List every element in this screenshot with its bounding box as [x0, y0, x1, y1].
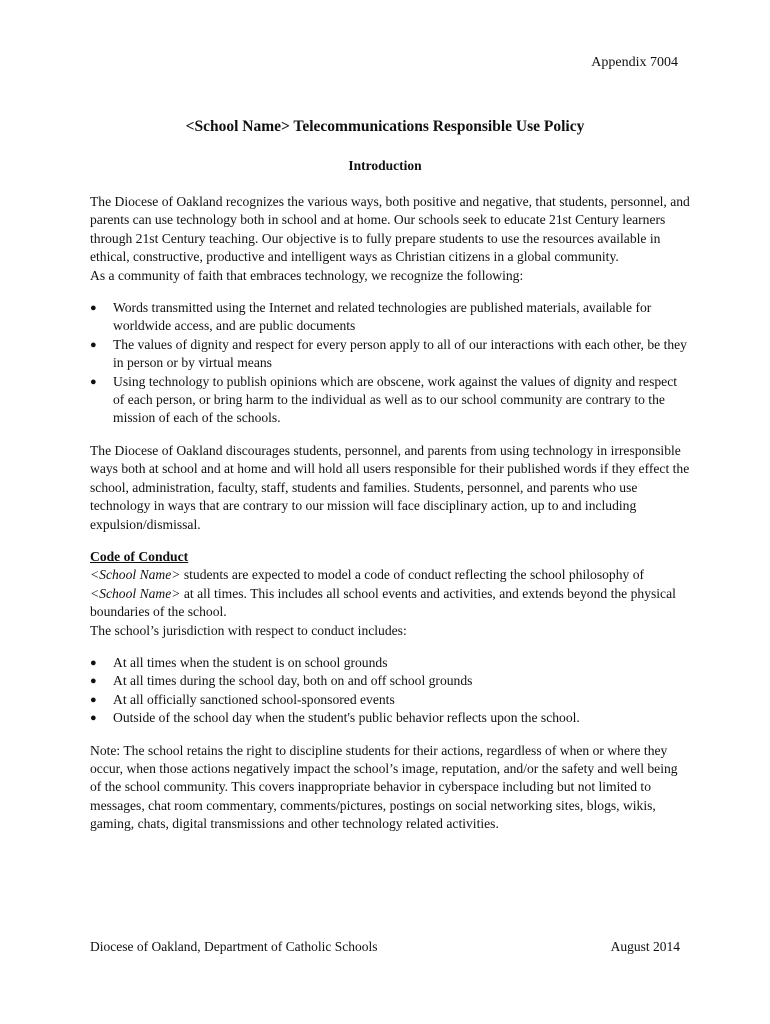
introduction-heading: Introduction	[348, 158, 422, 173]
list-item: ● Using technology to publish opinions which are obscene, work against the values of dignity and respect of each person, or bring harm to the individual as well as to our school community are contrary to the mission of each of the schools.	[90, 373, 690, 428]
conduct-text-b: at all times. This includes all school events and activities, and extends beyond the physical boundaries of the school.	[90, 585, 676, 620]
list-item: ● Words transmitted using the Internet and related technologies are published materials, available for worldwide access, and are public documents	[90, 299, 690, 336]
intro-paragraph-1: The Diocese of Oakland recognizes the various ways, both positive and negative, that students, personnel, and parents can use technology both in school and at home. Our schools seek to educate 21st Century learners through 21st Century teaching. Our objective is to fully prepare students to use the resources available in ethical, constructive, productive and intelligent ways as Christian citizens in a global community.	[90, 194, 690, 265]
note-paragraph: Note: The school retains the right to discipline students for their actions, regardless of when or where they occur, when those actions negatively impact the school’s image, reputation, and/or the safety and well being of the school community. This covers inappropriate behavior in cyberspace including but not limited to messages, chat room commentary, comments/pictures, postings on social networking sites, blogs, wikis,	[90, 742, 678, 813]
document-body	[90, 193, 690, 834]
note-last-line: gaming, chats, digital transmissions and other technology related activities.	[90, 816, 499, 832]
jurisdiction-line: The school’s jurisdiction with respect to conduct includes:	[90, 622, 407, 638]
code-of-conduct-paragraph	[90, 566, 690, 621]
document-title: <School Name> Telecommunications Responsible Use Policy	[185, 118, 585, 135]
list-item: ● At all times when the student is on school grounds	[90, 654, 690, 672]
appendix-label: Appendix 7004	[591, 55, 678, 70]
list-item: ● At all officially sanctioned school-sponsored events	[90, 691, 690, 709]
school-name-placeholder: <School Name>	[90, 567, 181, 583]
footer-organization: Diocese of Oakland, Department of Catholic Schools	[90, 939, 378, 954]
list-item: ● The values of dignity and respect for every person apply to all of our interactions with each other, be they in person or by virtual means	[90, 336, 690, 373]
conduct-bullet-list	[90, 654, 690, 728]
conduct-text-a: students are expected to model a code of conduct reflecting the school philosophy of	[180, 567, 645, 583]
code-of-conduct-heading: Code of Conduct	[90, 548, 189, 564]
footer-date: August 2014	[610, 939, 680, 954]
intro-paragraph-3: The Diocese of Oakland discourages students, personnel, and parents from using technology in irresponsible ways both at school and at home and will hold all users responsible for their published words if they effect the school, administration, faculty, staff, students and families. Students, personnel, and parents who use technology in ways that are contrary to our mission will face disciplinary action, up to and including expulsion/dismissal.	[90, 442, 690, 532]
list-item: ● Outside of the school day when the student's public behavior reflects upon the school.	[90, 709, 690, 727]
school-name-placeholder: <School Name>	[90, 585, 181, 601]
intro-paragraph-2: As a community of faith that embraces technology, we recognize the following:	[90, 267, 524, 283]
list-item: ● At all times during the school day, both on and off school grounds	[90, 672, 690, 690]
intro-bullet-list	[90, 299, 690, 428]
